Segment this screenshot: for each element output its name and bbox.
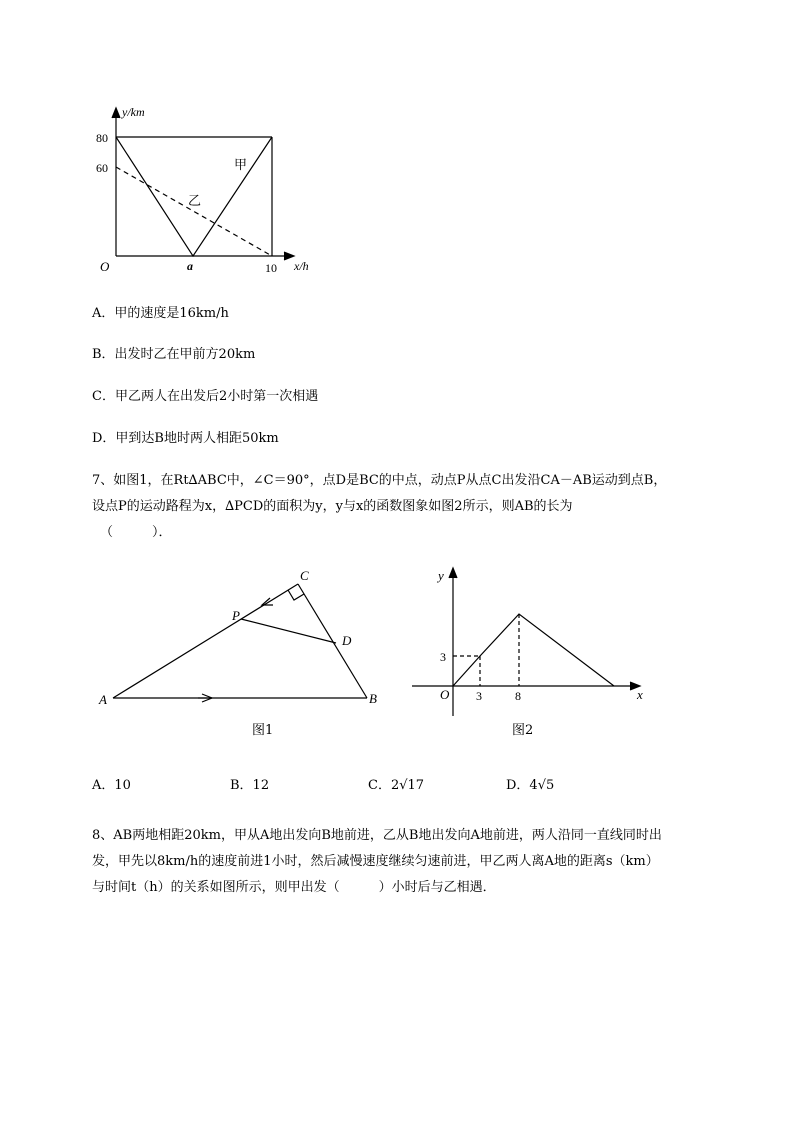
label-yi: 乙 bbox=[188, 194, 202, 209]
vertex-d: D bbox=[342, 633, 352, 648]
q7-option-b: B．12 bbox=[230, 778, 270, 793]
fig2-tick-y3: 3 bbox=[440, 650, 446, 664]
q7-option-d: D．4√5 bbox=[506, 778, 555, 793]
fig2-y-label: y bbox=[438, 568, 444, 583]
q6-option-d: D．甲到达B地时两人相距50km bbox=[92, 431, 279, 446]
fig2-origin: O bbox=[440, 687, 450, 702]
y-axis-label: y/km bbox=[122, 105, 145, 119]
fig2-y-arrow bbox=[449, 568, 457, 578]
vertex-p: P bbox=[232, 608, 240, 623]
q8-line-1: 8、AB两地相距20km，甲从A地出发向B地前进，乙从B地出发向A地前进，两人沿同一直线同时出 bbox=[92, 828, 662, 843]
fig2-x-label: x bbox=[637, 687, 643, 702]
fig2-tick-x3: 3 bbox=[476, 689, 482, 703]
q6-option-c: C．甲乙两人在出发后2小时第一次相遇 bbox=[92, 389, 319, 404]
tick-a: a bbox=[187, 259, 193, 273]
label-jia: 甲 bbox=[234, 158, 248, 173]
q7-line-3: （ ）． bbox=[100, 525, 172, 540]
q7-line-1: 7、如图1，在Rt∆ABC中，∠C＝90°，点D是BC的中点，动点P从点C出发沿CA－AB运动到点B， bbox=[92, 473, 667, 488]
x-axis-label: x/h bbox=[294, 259, 309, 273]
fig2-tick-x8: 8 bbox=[515, 689, 521, 703]
vertex-c: C bbox=[300, 568, 309, 583]
figure-1-caption: 图1 bbox=[252, 723, 274, 738]
q6-option-a: A．甲的速度是16km/h bbox=[92, 306, 229, 321]
q8-line-3: 与时间t（h）的关系如图所示，则甲出发（ ）小时后与乙相遇． bbox=[92, 880, 496, 895]
origin-label: O bbox=[100, 259, 110, 274]
q8-line-2: 发，甲先以8km/h的速度前进1小时，然后减慢速度继续匀速前进，甲乙两人离A地的距离s（km） bbox=[92, 854, 659, 869]
q7-option-a: A．10 bbox=[92, 778, 131, 793]
q7-line-2: 设点P的运动路程为x，∆PCD的面积为y，y与x的函数图象如图2所示，则AB的长为 bbox=[92, 499, 573, 514]
fig2-function-line bbox=[453, 614, 614, 686]
tick-80: 80 bbox=[96, 131, 108, 145]
vertex-b: B bbox=[369, 691, 377, 706]
vertex-a: A bbox=[99, 692, 107, 707]
q6-option-b: B．出发时乙在甲前方20km bbox=[92, 347, 256, 362]
q7-option-c: C．2√17 bbox=[368, 778, 425, 793]
tick-60: 60 bbox=[96, 161, 108, 175]
figure-2-caption: 图2 bbox=[512, 723, 534, 738]
tick-10: 10 bbox=[265, 261, 277, 275]
